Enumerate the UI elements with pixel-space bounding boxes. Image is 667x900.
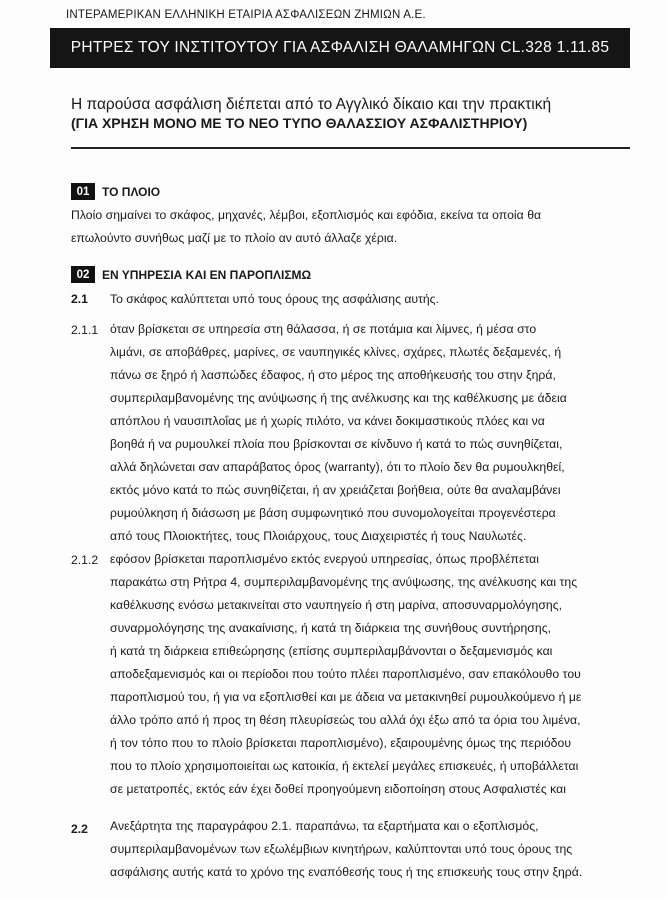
clause-2-1-2-body [110, 548, 640, 801]
section-title: ΤΟ ΠΛΟΙΟ [102, 184, 161, 199]
heading-divider [71, 147, 630, 149]
section-01-body [71, 204, 641, 250]
text-line: εφόσον βρίσκεται παροπλισμένο εκτός ενεργού υπηρεσίας, όπως προβλέπεται [110, 552, 540, 566]
governing-law-heading [71, 95, 641, 133]
text-line: συμπεριλαμβανομένης της ανύψωσης ή της ανέλκυσης και της καθέλκυσης με άδεια [110, 391, 567, 405]
section-number-badge: 02 [71, 266, 95, 283]
text-line: αλλά δηλώνεται σαν απαράβατος όρος (warranty), ότι το πλοίο δεν θα ρυμουλκηθεί, [110, 460, 565, 474]
text-line: που το πλοίο χρησιμοποιείται ως κατοικία, ή εκτελεί μεγάλες επισκευές, ή υποβάλλεται [110, 759, 579, 773]
clause-2-1-number: 2.1 [71, 292, 88, 306]
text-line: επωλούντο συνήθως μαζί με το πλοίο αν αυτό άλλαζε χέρια. [71, 231, 398, 245]
text-line: ή κατά τη διάρκεια επιθεώρησης (επίσης συμπεριλαμβάνονται ο δεξαμενισμός και [110, 644, 553, 658]
text-line: βοηθά ή να ρυμουλκεί πλοία που βρίσκονται σε κίνδυνο ή κατά το πώς συνηθίζεται, [110, 437, 563, 451]
clauses-title-banner: ΡΗΤΡΕΣ ΤΟΥ ΙΝΣΤΙΤΟΥΤΟΥ ΓΙΑ ΑΣΦΑΛΙΣΗ ΘΑΛΑΜΗΓΩΝ CL.328 1.11.85 [50, 28, 630, 68]
clause-2-1-1-body [110, 318, 640, 548]
section-01-heading [71, 183, 160, 200]
clause-2-2-number: 2.2 [71, 822, 88, 836]
clause-2-2-body [110, 815, 640, 884]
text-line: πάνω σε ξηρό ή λασπώδες έδαφος, ή στο μέρος της αποθήκευσής του στην ξηρά, [110, 368, 556, 382]
text-line: λιμάνι, σε αποβάθρες, μαρίνες, σε ναυπηγικές κλίνες, σχάρες, πλωτές δεξαμενές, ή [110, 345, 562, 359]
text-line: εκτός μόνο κατά το πώς συνηθίζεται, ή αν χρειάζεται βοήθεια, ούτε θα αναλαμβάνει [110, 483, 561, 497]
text-line: παρακάτω στη Ρήτρα 4, συμπεριλαμβανομένης της ανύψωσης, της ανέλκυσης και της [110, 575, 578, 589]
text-line: από τους Πλοιοκτήτες, τους Πλοιάρχους, τους Διαχειριστές ή τους Ναυλωτές. [110, 529, 527, 543]
clause-2-1-2-number: 2.1.2 [71, 553, 99, 567]
text-line: Πλοίο σημαίνει το σκάφος, μηχανές, λέμβοι, εξοπλισμός και εφόδια, εκείνα τα οποία θα [71, 208, 542, 222]
text-line: αποδεξαμενισμός και οι περίοδοι που τούτο πλέει παροπλισμένο, σαν επακόλουθο του [110, 667, 581, 681]
text-line: ή τον τόπο που το πλοίο βρίσκεται παροπλισμένο), εξαιρουμένης όμως της περιόδου [110, 736, 572, 750]
text-line: ρυμούλκηση ή διάσωση με βάση συμφωνητικό που συνομολογείται προγενέστερα [110, 506, 556, 520]
section-title: ΕΝ ΥΠΗΡΕΣΙΑ ΚΑΙ ΕΝ ΠΑΡΟΠΛΙΣΜΩ [102, 267, 312, 282]
company-name: ΙΝΤΕΡΑΜΕΡΙΚΑΝ ΕΛΛΗΝΙΚΗ ΕΤΑΙΡΙΑ ΑΣΦΑΛΙΣΕΩΝ ΖΗΜΙΩΝ Α.Ε. [66, 9, 426, 21]
text-line: Ανεξάρτητα της παραγράφου 2.1. παραπάνω, τα εξαρτήματα και ο εξοπλισμός, [110, 819, 539, 833]
section-number-badge: 01 [71, 183, 95, 200]
text-line: σε μετατροπές, εκτός εάν έχει δοθεί προηγούμενη ειδοποίηση στους Ασφαλιστές και [110, 782, 567, 796]
text-line: ασφάλισης αυτής κατά το χρόνο της εναπόθεσής τους ή της επισκευής τους στην ξηρά. [110, 865, 583, 879]
text-line: όταν βρίσκεται σε υπηρεσία στη θάλασσα, ή σε ποτάμια και λίμνες, ή μέσα στο [110, 322, 537, 336]
usage-note: (ΓΙΑ ΧΡΗΣΗ ΜΟΝΟ ΜΕ ΤΟ ΝΕΟ ΤΥΠΟ ΘΑΛΑΣΣΙΟΥ ΑΣΦΑΛΙΣΤΗΡΙΟΥ) [71, 115, 528, 131]
section-02-heading [71, 266, 311, 283]
clause-2-1-text: Το σκάφος καλύπτεται υπό τους όρους της ασφάλισης αυτής. [110, 292, 439, 306]
text-line: άλλο τρόπο από ή προς τη θέση πλευρίσεώς του αλλά όχι έξω από τα όρια του λιμένα, [110, 713, 581, 727]
text-line: παροπλισμού του, ή για να εξοπλισθεί και με άδεια να μετακινηθεί ρυμουλκούμενο ή με [110, 690, 582, 704]
text-line: συναρμολόγησης της ανακαίνισης, ή κατά τη διάρκεια της συνήθους συντήρησης, [110, 621, 552, 635]
text-line: απόπλου ή ναυσιπλοΐας με ή χωρίς πιλότο, να κάνει δοκιμαστικούς πλόες και να [110, 414, 545, 428]
text-line: καθέλκυσης ενόσω μετακινείται στο ναυπηγείο ή στη μαρίνα, αποσυναρμολόγησης, [110, 598, 563, 612]
governing-law-line: Η παρούσα ασφάλιση διέπεται από το Αγγλικό δίκαιο και την πρακτική [71, 96, 552, 113]
clause-2-1-1-number: 2.1.1 [71, 323, 99, 337]
text-line: συμπεριλαμβανομένων των εξωλέμβιων κινητήρων, καλύπτονται υπό τους όρους της [110, 842, 573, 856]
